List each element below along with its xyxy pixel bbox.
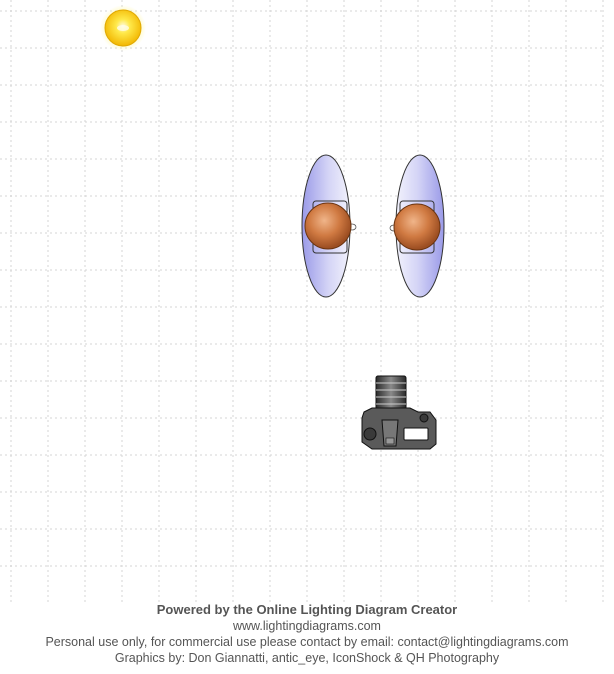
subject-head-left bbox=[305, 203, 351, 249]
subject-head-right bbox=[394, 204, 440, 250]
footer-credits: Graphics by: Don Giannatti, antic_eye, IconShock & QH Photography bbox=[114, 651, 500, 665]
footer bbox=[0, 602, 614, 666]
subject-right[interactable] bbox=[390, 155, 444, 297]
sun-icon[interactable] bbox=[100, 5, 146, 51]
footer-title: Powered by the Online Lighting Diagram Creator bbox=[156, 602, 458, 617]
footer-url[interactable]: www.lightingdiagrams.com bbox=[233, 619, 381, 633]
subject-left[interactable] bbox=[302, 155, 356, 297]
camera-icon[interactable] bbox=[362, 376, 436, 449]
footer-license: Personal use only, for commercial use please contact by email: contact@lightingdiagrams.com bbox=[45, 635, 569, 649]
